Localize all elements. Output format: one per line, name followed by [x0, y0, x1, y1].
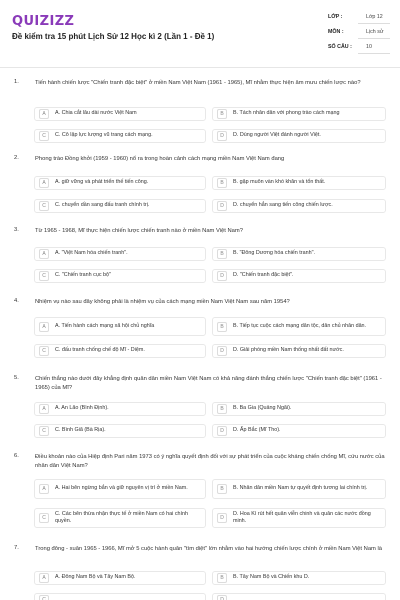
question-number: 6.	[14, 453, 19, 459]
option-letter: C	[39, 271, 49, 281]
option-c[interactable]	[34, 269, 206, 283]
option-text: C. đấu tranh chống chế độ Mĩ - Diệm.	[55, 347, 145, 354]
option-text: D. chuyển hẳn sang tiến công chiến lược.	[233, 202, 333, 209]
option-letter: A	[39, 322, 49, 332]
option-c[interactable]	[34, 199, 206, 213]
option-a[interactable]	[34, 107, 206, 121]
option-text: B. Tách nhân dân với phong trào cách mạng	[233, 110, 340, 117]
meta-value: 10	[358, 44, 390, 54]
question-3	[14, 227, 386, 287]
option-letter: A	[39, 249, 49, 259]
question-text: Nhiệm vụ nào sau đây không phải là nhiệm vụ của cách mạng miền Nam Việt Nam sau năm 1954?	[35, 299, 290, 305]
option-letter: B	[217, 249, 227, 259]
question-7	[14, 545, 386, 600]
option-b[interactable]	[212, 402, 386, 416]
option-text: B. Tây Nam Bộ và Chiến khu D.	[233, 574, 310, 581]
option-letter: C	[39, 131, 49, 141]
option-c[interactable]	[34, 424, 206, 438]
meta-row-class	[328, 14, 390, 29]
option-b[interactable]	[212, 479, 386, 499]
option-text: B. Nhân dân miền Nam tự quyết định tương lai chính trị.	[233, 485, 368, 492]
meta-row-count	[328, 44, 390, 59]
option-letter: C	[39, 201, 49, 211]
option-a[interactable]	[34, 479, 206, 499]
option-text: C. chuyển dần sang đấu tranh chính trị.	[55, 202, 150, 209]
question-text: Trong đông - xuân 1965 - 1966, Mĩ mở 5 cuộc hành quân "tìm diệt" lớn nhằm vào hai hướng chiến lược chính ở miền Nam Việt Nam là	[35, 546, 382, 552]
option-text: D. "Chiến tranh đặc biệt".	[233, 272, 294, 279]
option-letter: B	[217, 484, 227, 494]
question-number: 3.	[14, 227, 19, 233]
question-number: 7.	[14, 545, 19, 551]
question-number: 2.	[14, 155, 19, 161]
option-text: B. Ba Gia (Quảng Ngãi).	[233, 405, 292, 412]
option-letter: B	[217, 573, 227, 583]
option-text: D. Giải phóng miền Nam thống nhất đất nước.	[233, 347, 344, 354]
option-letter: B	[217, 109, 227, 119]
option-a[interactable]	[34, 402, 206, 416]
option-letter: D	[217, 426, 227, 436]
question-6	[14, 453, 386, 539]
option-text: D. Dùng người Việt đánh người Việt.	[233, 132, 321, 139]
option-text: C. Cô lập lực lượng vũ trang cách mạng.	[55, 132, 153, 139]
question-text: Từ 1965 - 1968, Mĩ thực hiện chiến lược chiến tranh nào ở miền Nam Việt Nam?	[35, 228, 243, 234]
option-d[interactable]	[212, 129, 386, 143]
question-text: Tiến hành chiến lược "Chiến tranh đặc biệt" ở miền Nam Việt Nam (1961 - 1965), Mĩ nhằm thực hiện âm mưu chiến lược nào?	[35, 80, 361, 86]
option-text: A. Hai bên ngừng bắn và giữ nguyên vị trí ở miền Nam.	[55, 485, 188, 492]
option-letter: D	[217, 271, 227, 281]
question-number: 5.	[14, 375, 19, 381]
option-letter: C	[39, 426, 49, 436]
option-letter: C	[39, 513, 49, 523]
option-text: A. Tiến hành cách mạng xã hội chủ nghĩa	[55, 322, 155, 329]
meta-value: Lịch sử	[358, 29, 390, 39]
option-letter: A	[39, 484, 49, 494]
option-text: B. Tiếp tục cuộc cách mạng dân tộc, dân chủ nhân dân.	[233, 322, 367, 329]
option-text: A. giữ vững và phát triển thế tiến công.	[55, 179, 149, 186]
option-text: A. "Việt Nam hóa chiến tranh".	[55, 250, 128, 257]
option-d[interactable]	[212, 508, 386, 528]
option-d[interactable]	[212, 199, 386, 213]
option-text: A. An Lão (Bình Định).	[55, 405, 109, 412]
option-a[interactable]	[34, 317, 206, 336]
option-a[interactable]	[34, 247, 206, 261]
option-letter: D	[217, 346, 227, 356]
option-text: C. Bình Giã (Bà Rịa).	[55, 427, 106, 434]
question-text: Điều khoản nào của Hiệp định Pari năm 1973 có ý nghĩa quyết định đối với sự phát triển của cuộc kháng chiến chống Mĩ, cứu nước của nhân dân Việt Nam?	[35, 454, 385, 469]
option-b[interactable]	[212, 247, 386, 261]
option-letter: A	[39, 178, 49, 188]
option-b[interactable]	[212, 107, 386, 121]
option-text: D. Hoa Kì rút hết quân viễn chinh và quân các nước đồng minh.	[233, 510, 371, 524]
meta-key: SỐ CÂU :	[328, 44, 352, 50]
option-c[interactable]	[34, 129, 206, 143]
option-c[interactable]	[34, 508, 206, 528]
worksheet-header	[0, 0, 400, 66]
option-letter: B	[217, 404, 227, 414]
option-b[interactable]	[212, 317, 386, 336]
option-letter: D	[217, 201, 227, 211]
meta-key: LỚP :	[328, 14, 343, 20]
header-divider	[0, 67, 400, 68]
question-5	[14, 375, 386, 443]
question-text: Chiến thắng nào dưới đây khẳng định quân dân miền Nam Việt Nam có khả năng đánh thắng chiến lược "Chiến tranh đặc biệt" (1961 - 1965) của Mĩ?	[35, 376, 382, 391]
option-d[interactable]	[212, 269, 386, 283]
quizizz-logo: QUIZIZZ	[12, 14, 75, 29]
page-title: Đề kiểm tra 15 phút Lịch Sử 12 Học kì 2 (Lần 1 - Đề 1)	[12, 32, 215, 41]
meta-key: MÔN :	[328, 29, 344, 35]
question-4	[14, 298, 386, 364]
question-2	[14, 155, 386, 215]
option-a[interactable]	[34, 571, 206, 585]
option-letter: D	[217, 513, 227, 523]
option-letter: A	[39, 573, 49, 583]
option-letter: D	[217, 595, 227, 600]
option-letter: A	[39, 109, 49, 119]
option-d[interactable]	[212, 593, 386, 600]
option-text: D. Ấp Bắc (Mĩ Tho).	[233, 427, 281, 434]
option-a[interactable]	[34, 176, 206, 190]
option-b[interactable]	[212, 176, 386, 190]
option-c[interactable]	[34, 344, 206, 358]
question-1	[14, 79, 386, 149]
option-letter: C	[39, 595, 49, 600]
option-text: C. "Chiến tranh cục bộ"	[55, 272, 111, 279]
option-text: B. "Đông Dương hóa chiến tranh".	[233, 250, 315, 257]
option-d[interactable]	[212, 344, 386, 358]
meta-value: Lớp 12	[358, 14, 390, 24]
option-d[interactable]	[212, 424, 386, 438]
question-number: 4.	[14, 298, 19, 304]
option-letter: A	[39, 404, 49, 414]
worksheet-meta	[328, 14, 390, 59]
question-number: 1.	[14, 79, 19, 85]
option-text: A. Đông Nam Bộ và Tây Nam Bộ.	[55, 574, 136, 581]
option-letter: B	[217, 178, 227, 188]
option-letter: D	[217, 131, 227, 141]
meta-row-subject	[328, 29, 390, 44]
option-c[interactable]	[34, 593, 206, 600]
option-b[interactable]	[212, 571, 386, 585]
option-text: A. Chia cắt lâu dài nước Việt Nam	[55, 110, 137, 117]
option-text: B. gặp muôn vàn khó khăn và tổn thất.	[233, 179, 326, 186]
option-letter: C	[39, 346, 49, 356]
option-letter: B	[217, 322, 227, 332]
question-text: Phong trào Đồng khởi (1959 - 1960) nổ ra trong hoàn cảnh cách mạng miền Nam Việt Nam đang	[35, 156, 285, 162]
option-text: C. Các bên thừa nhận thực tế ở miền Nam có hai chính quyền.	[55, 510, 189, 524]
